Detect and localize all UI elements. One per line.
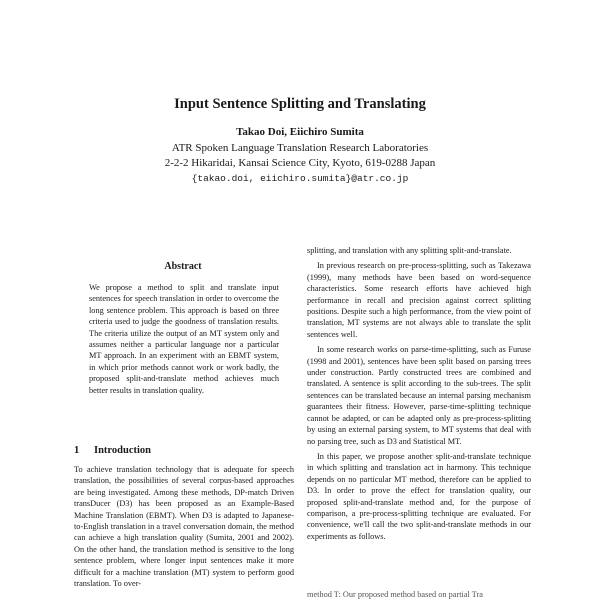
- section-number: 1: [74, 445, 80, 456]
- paper-title: Input Sentence Splitting and Translating: [174, 96, 426, 112]
- author-names: Takao Doi, Eiichiro Sumita: [236, 126, 364, 138]
- abstract-heading: Abstract: [164, 261, 202, 272]
- introduction-body: [74, 464, 294, 589]
- right-paragraph-2: In previous research on pre-process-splitting, such as Takezawa (1999), many methods have been based on word-sequence characteristics. Some research efforts have achieved high performance in recall and precision against correct splitting positions. Despite such a high performance, from the view point of translation, MT systems are not always able to translate the split sentences well.: [307, 261, 531, 339]
- abstract-text: We propose a method to split and translate input sentences for speech translation in order to overcome the long sentence problem. This approach is based on three criteria used to judge the goodness of translation results. The criteria utilize the output of an MT system only and assumes neither a particular language nor a particular MT approach. In an experiment with an EBMT system, in which prior methods cannot work or work badly, the proposed split-and-translate method achieves much better results in translation quality.: [89, 283, 279, 395]
- section-heading: [74, 445, 294, 456]
- section-title: Introduction: [94, 445, 151, 456]
- right-paragraph-3: In some research works on parse-time-splitting, such as Furuse (1998 and 2001), sentences have been split based on parsing trees under construction. Partly constructed trees are combined and translated. A sentence is split according to the sub-trees. The split sentences can be translated because an internal parsing mechanism guarantees their fitness. However, parse-time-splitting technique cannot be adapted, or can be adapted only as pre-process-splitting by using an external parsing system, to MT systems that deal with no parsing tree, such as D3 and Statistical MT.: [307, 345, 531, 446]
- affiliation-line-1: ATR Spoken Language Translation Research Laboratories: [171, 142, 429, 154]
- introduction-text: To achieve translation technology that is adequate for speech translation, the possibilities of several corpus-based approaches are being investigated. Among these methods, DP-match Driven transDucer (D3) has been proposed as an Example-Based Machine Translation (EBMT). When D3 is adapted to Japanese-to-English translation in a travel conversation domain, the method can achieve a high translation quality (Sumita, 2001 and 2002). On the other hand, the translation method is sensitive to the long sentence problem, where longer input sentences make it more difficult for a machine translation (MT) system to perform good translation. To over-: [74, 465, 294, 589]
- right-paragraph-1: splitting, and translation with any splitting split-and-translate.: [307, 246, 512, 255]
- right-paragraph-4: In this paper, we propose another split-and-translate technique in which splitting and translation act in harmony. This technique depends on no particular MT method, therefore can be applied to D3. In order to prove the effect for translation quality, our proposed split-and-translate method and, for the purpose of comparison, a pre-process-splitting technique are evaluated. For convenience, we'll call the two split-and-translate methods in our experiments as follows.: [307, 451, 531, 541]
- abstract-body: [89, 282, 279, 396]
- affiliation-line-2: 2-2-2 Hikaridai, Kansai Science City, Kyoto, 619-0288 Japan: [164, 157, 436, 169]
- right-paragraph-5: method T: Our proposed method based on partial Tra: [307, 590, 483, 599]
- author-emails: {takao.doi, eiichiro.sumita}@atr.co.jp: [191, 173, 409, 184]
- right-column: [307, 245, 531, 542]
